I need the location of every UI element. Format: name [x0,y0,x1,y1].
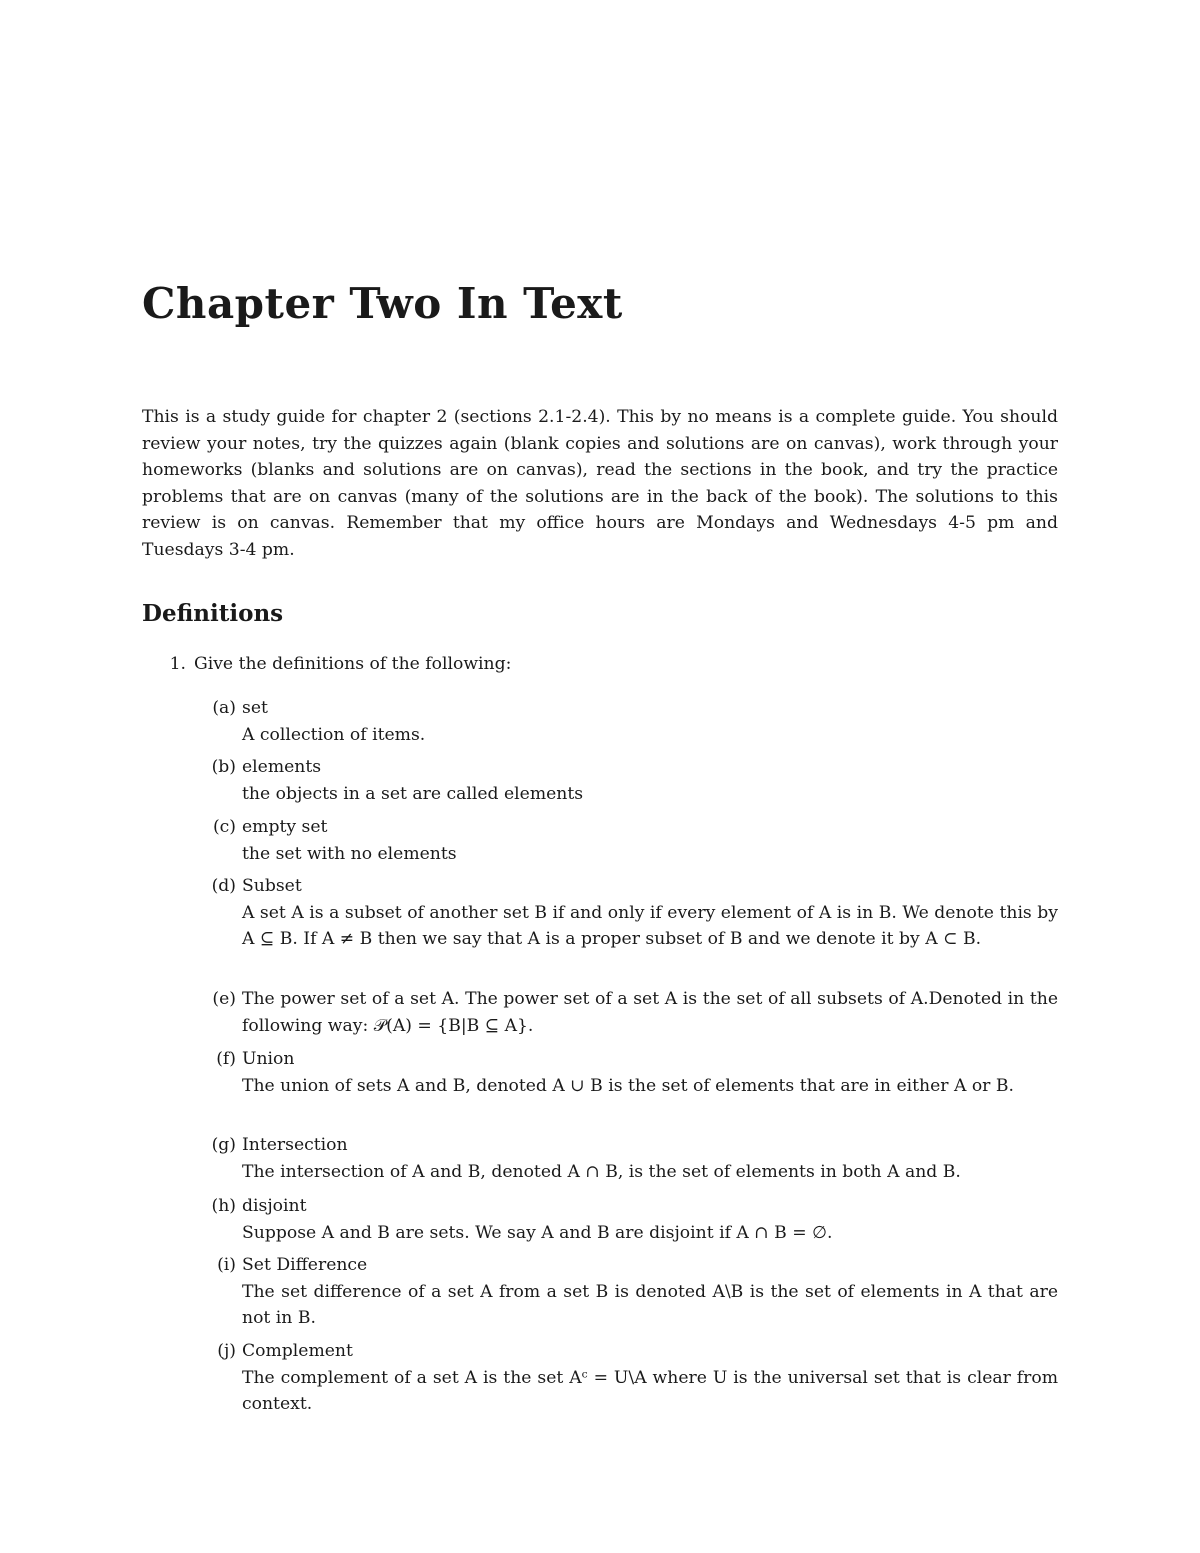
item-term: disjoint [242,1196,307,1216]
item-label: (i) [217,1255,236,1275]
item-label: (e) [212,989,236,1009]
question-text: Give the definitions of the following: [194,654,512,674]
item-term: Union [242,1049,295,1069]
item-definition: The intersection of A and B, denoted A ∩ B, is the set of elements in both A and B. [242,1161,961,1182]
intro-paragraph: This is a study guide for chapter 2 (sections 2.1-2.4). This by no means is a complete guide. You should review your notes, try the quizzes again (blank copies and solutions are on canvas), work through your homeworks (blanks and solutions are on canvas), read the sections in the book, and try the practice problems that are on canvas (many of the solutions are in the back of the book). The solutions to this review is on canvas. Remember that my office hours are Mondays and Wednesdays 4-5 pm and Tuesdays 3-4 pm. [142,407,1058,560]
item-definition: The set difference of a set A from a set B is denoted A\B is the set of elements in A that are not in B. [242,1281,1058,1329]
item-definition: A set A is a subset of another set B if and only if every element of A is in B. We denote this by A ⊆ B. If A ≠ B then we say that A is a proper subset of B and we denote it by A ⊂ B. [242,902,1058,950]
item-label: (h) [211,1196,236,1216]
item-label: (d) [211,876,236,896]
question-1 [142,651,1058,677]
item-definition: the objects in a set are called elements [242,783,584,804]
item-label: (a) [212,698,236,718]
page-title: Chapter Two In Text [142,279,623,328]
item-definition: the set with no elements [242,843,457,864]
item-term: Set Difference [242,1255,368,1275]
item-label: (j) [217,1341,236,1361]
item-definition: Suppose A and B are sets. We say A and B are disjoint if A ∩ B = ∅. [242,1222,833,1243]
item-term: set [242,698,268,718]
question-number: 1. [169,654,186,674]
item-label: (f) [216,1049,236,1069]
item-term: empty set [242,817,328,837]
section-heading: Definitions [142,600,284,627]
item-term: elements [242,757,322,777]
item-label: (b) [211,757,236,777]
item-term: The power set of a set A. The power set of a set A is the set of all subsets of A.Denoted in the following way: 𝒫(A) = {B|B ⊆ A}. [242,989,1058,1036]
item-label: (c) [212,817,236,837]
item-definition: A collection of items. [242,724,426,745]
item-definition: The union of sets A and B, denoted A ∪ B is the set of elements that are in either A or B. [242,1075,1014,1096]
item-definition: The complement of a set A is the set Aᶜ = U\A where U is the universal set that is clear from context. [242,1367,1058,1415]
item-term: Complement [242,1341,353,1361]
item-term: Subset [242,876,302,896]
item-label: (g) [211,1135,236,1155]
item-term: Intersection [242,1135,348,1155]
